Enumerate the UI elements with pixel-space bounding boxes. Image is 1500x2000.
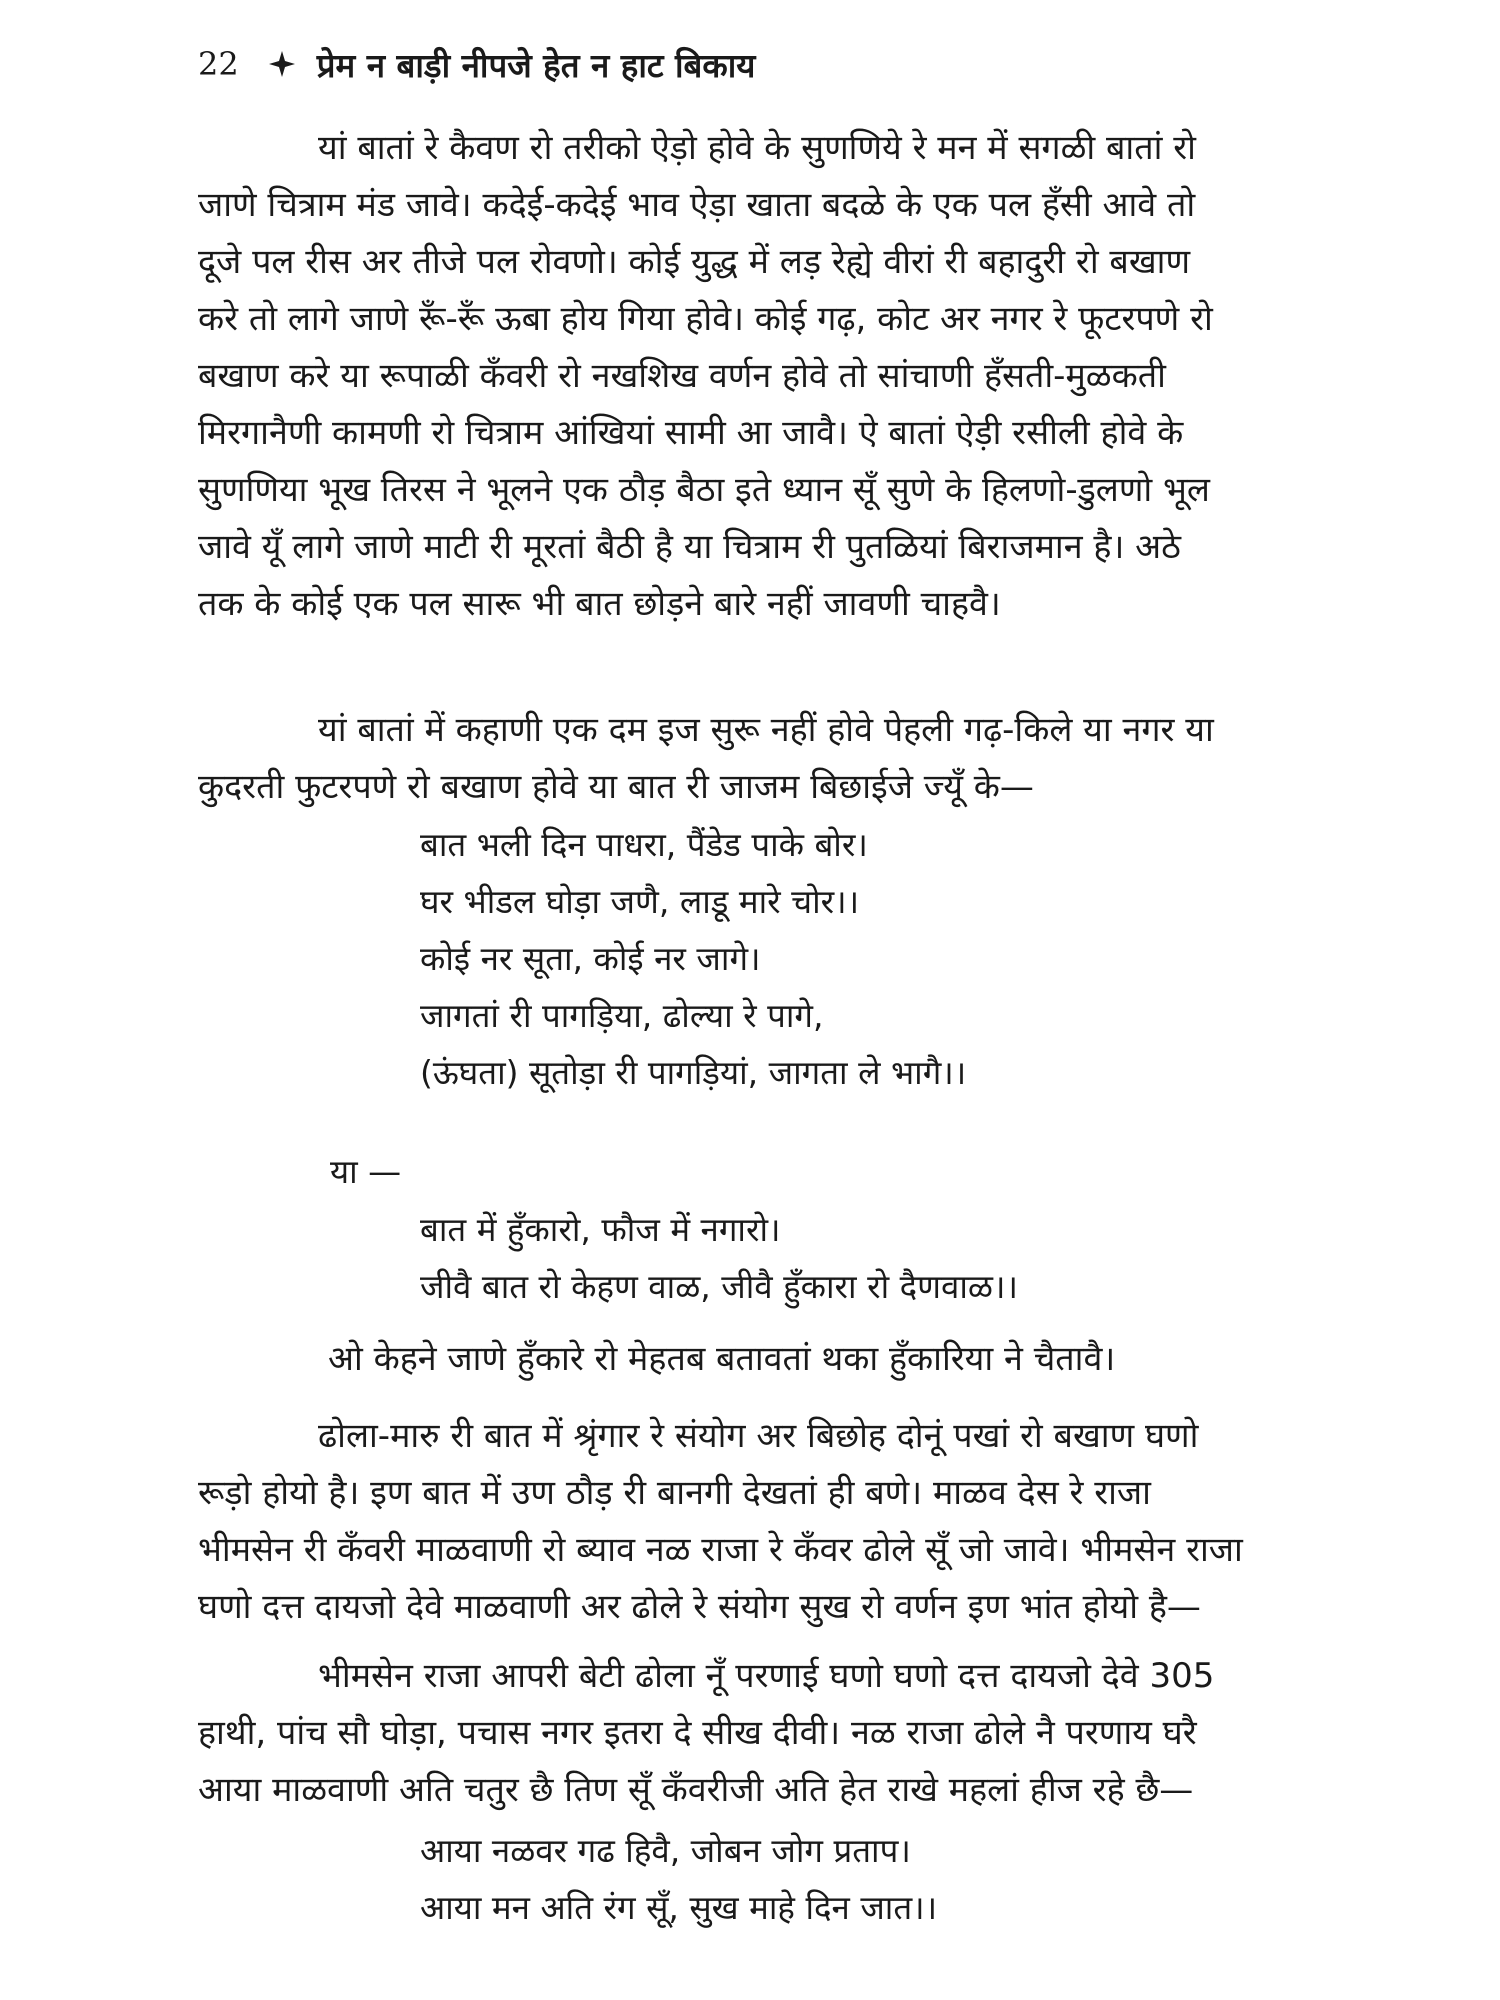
verse-intro: या —	[330, 1152, 402, 1191]
verse-line: घर भीडल घोड़ा जणै, लाडू मारे चोर।।	[420, 882, 860, 921]
paragraph-4	[198, 1408, 1318, 1636]
text-line: रूड़ो होयो है। इण बात में उण ठौड़ री बानगी देखतां ही बणे। माळव देस रे राजा	[198, 1473, 1151, 1513]
four-point-star-icon	[269, 51, 295, 77]
text-line: हाथी, पांच सौ घोड़ा, पचास नगर इतरा दे सीख दीवी। नळ राजा ढोले नै परणाय घरै	[198, 1713, 1197, 1753]
text-line: बखाण करे या रूपाळी कँवरी रो नखशिख वर्णन होवे तो सांचाणी हँसती-मुळकती	[198, 356, 1166, 396]
verse-1	[420, 816, 966, 1101]
text-line: जाणे चित्राम मंड जावे। कदेई-कदेई भाव ऐड़ा खाता बदळे के एक पल हँसी आवे तो	[198, 185, 1196, 225]
verse-3	[420, 1822, 937, 1936]
paragraph-2	[198, 702, 1318, 816]
verse-line: आया नळवर गढ हिवै, जोबन जोग प्रताप।	[420, 1831, 911, 1870]
verse-line: बात भली दिन पाधरा, पैंडेड पाके बोर।	[420, 825, 868, 864]
running-header	[198, 38, 755, 90]
text-line: भीमसेन री कँवरी माळवाणी रो ब्याव नळ राजा रे कँवर ढोले सूँ जो जावे। भीमसेन राजा	[198, 1530, 1243, 1570]
page-title: प्रेम न बाड़ी नीपजे हेत न हाट बिकाय	[316, 45, 756, 85]
text-line: करे तो लागे जाणे रूँ-रूँ ऊबा होय गिया होवे। कोई गढ़, कोट अर नगर रे फूटरपणे रो	[198, 299, 1213, 339]
verse-line: कोई नर सूता, कोई नर जागे।	[420, 939, 761, 978]
text-line: कुदरती फुटरपणे रो बखाण होवे या बात री जाजम बिछाईजे ज्यूँ के—	[198, 767, 1034, 807]
paragraph-5	[198, 1648, 1318, 1819]
paragraph-3	[198, 1331, 1318, 1388]
verse-2	[420, 1201, 1018, 1315]
verse-line: जागतां री पागड़िया, ढोल्या रे पागे,	[420, 996, 824, 1035]
text-line: मिरगानैणी कामणी रो चित्राम आंखियां सामी आ जावै। ऐ बातां ऐड़ी रसीली होवे के	[198, 413, 1184, 453]
verse-line: जीवै बात रो केहण वाळ, जीवै हुँकारा रो दैणवाळ।।	[420, 1267, 1018, 1306]
verse-line: आया मन अति रंग सूँ, सुख माहे दिन जात।।	[420, 1888, 938, 1927]
page-number: 22	[198, 45, 239, 83]
text-line: यां बातां में कहाणी एक दम इज सुरू नहीं होवे पेहली गढ़-किले या नगर या	[318, 710, 1214, 750]
text-line: ओ केहने जाणे हुँकारे रो मेहतब बतावतां थका हुँकारिया ने चैतावै।	[328, 1339, 1116, 1379]
text-line: सुणणिया भूख तिरस ने भूलने एक ठौड़ बैठा इते ध्यान सूँ सुणे के हिलणो-डुलणो भूल	[198, 470, 1210, 510]
text-line: भीमसेन राजा आपरी बेटी ढोला नूँ परणाई घणो घणो दत्त दायजो देवे 305	[318, 1656, 1215, 1696]
text-line: तक के कोई एक पल सारू भी बात छोड़ने बारे नहीं जावणी चाहवै।	[198, 584, 1001, 624]
text-line: दूजे पल रीस अर तीजे पल रोवणो। कोई युद्ध में लड़ रेह्ये वीरां री बहादुरी रो बखाण	[198, 242, 1191, 282]
text-line: ढोला-मारु री बात में श्रृंगार रे संयोग अर बिछोह दोनूं पखां रो बखाण घणो	[318, 1416, 1199, 1456]
text-line: घणो दत्त दायजो देवे माळवाणी अर ढोले रे संयोग सुख रो वर्णन इण भांत होयो है—	[198, 1587, 1201, 1627]
paragraph-1	[198, 120, 1318, 633]
verse-line: (ऊंघता) सूतोड़ा री पागड़ियां, जागता ले भागै।।	[420, 1053, 967, 1092]
text-line: आया माळवाणी अति चतुर छै तिण सूँ कँवरीजी अति हेत राखे महलां हीज रहे छै—	[198, 1770, 1194, 1810]
text-line: यां बातां रे कैवण रो तरीको ऐड़ो होवे के सुणणिये रे मन में सगळी बातां रो	[318, 128, 1196, 168]
verse-line: बात में हुँकारो, फौज में नगारो।	[420, 1210, 781, 1249]
text-line: जावे यूँ लागे जाणे माटी री मूरतां बैठी है या चित्राम री पुतळियां बिराजमान है। अठे	[198, 527, 1181, 567]
